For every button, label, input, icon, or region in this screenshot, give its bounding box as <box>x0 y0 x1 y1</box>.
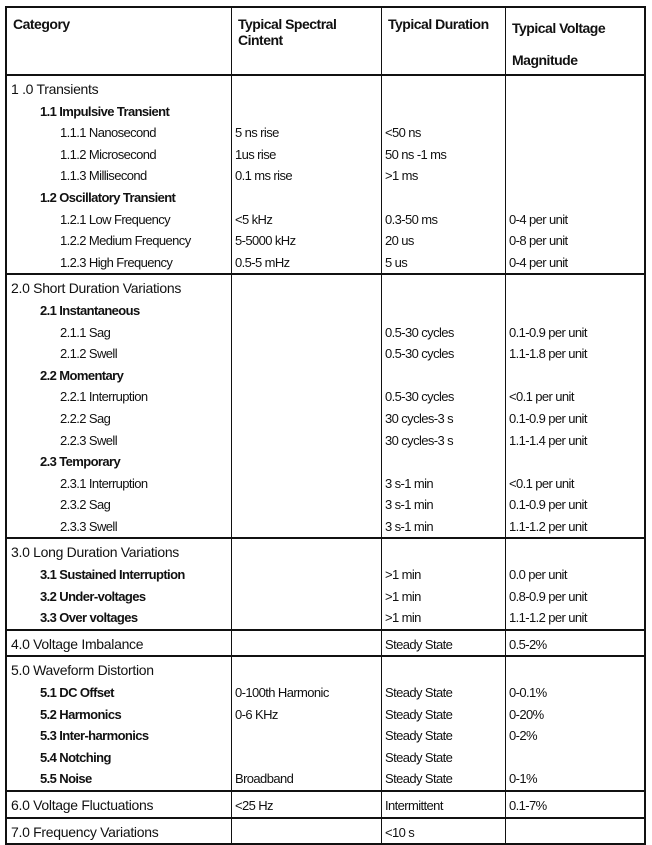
spacer <box>232 79 381 101</box>
magnitude-value <box>506 187 644 209</box>
spectral-value <box>232 187 381 209</box>
magnitude-value: 0.5-2% <box>509 636 547 652</box>
magnitude-value: 1.1-1.8 per unit <box>509 346 587 362</box>
duration-column <box>382 657 506 790</box>
magnitude-value <box>506 101 644 123</box>
spectral-value: 1us rise <box>235 146 276 162</box>
magnitude-value: 0.1-7% <box>509 798 547 813</box>
magnitude-value: 0-4 per unit <box>509 254 568 270</box>
category-title: 1 .0 Transients <box>11 81 99 97</box>
table-body <box>7 76 644 843</box>
duration-value: Steady State <box>385 706 453 722</box>
header-spectral-content: Typical Spectral Cintent <box>238 16 337 48</box>
spectral-value: 5 ns rise <box>235 125 279 141</box>
spectral-value <box>232 343 381 365</box>
event-label: 2.1.2 Swell <box>60 346 117 362</box>
spectral-value <box>232 300 381 322</box>
duration-value: >1 min <box>385 567 421 583</box>
duration-value: 20 us <box>385 233 414 249</box>
spectral-value <box>232 747 381 769</box>
duration-value: Steady State <box>385 728 453 744</box>
duration-value: Intermittent <box>385 798 443 813</box>
spacer <box>506 79 644 101</box>
duration-value: >1 min <box>385 588 421 604</box>
header-voltage-line2: Magnitude <box>512 52 578 68</box>
subcategory-label: 3.3 Over voltages <box>40 610 138 626</box>
spectral-value <box>232 430 381 452</box>
duration-value: 0.5-30 cycles <box>385 389 454 405</box>
subcategory-label: 5.4 Notching <box>40 749 111 765</box>
duration-value: 5 us <box>385 254 408 270</box>
spectral-value: <25 Hz <box>235 798 273 813</box>
duration-column <box>382 792 506 817</box>
duration-value: Steady State <box>385 749 453 765</box>
category-column <box>7 275 232 537</box>
duration-column <box>382 631 506 656</box>
duration-value: Steady State <box>385 636 453 652</box>
duration-value: >1 ms <box>385 168 418 184</box>
event-label: 1.2.3 High Frequency <box>60 254 173 270</box>
event-label: 1.1.1 Nanosecond <box>60 125 156 141</box>
category-group <box>7 657 644 792</box>
event-label: 1.2.1 Low Frequency <box>60 211 171 227</box>
power-quality-table <box>5 6 646 845</box>
table-header <box>7 8 644 76</box>
spectral-value <box>232 451 381 473</box>
subcategory-label: 2.3 Temporary <box>40 454 121 470</box>
spectral-value: 0.5-5 mHz <box>235 254 290 270</box>
duration-value: <10 s <box>385 824 415 840</box>
duration-value: 3 s-1 min <box>385 475 434 491</box>
category-title: 3.0 Long Duration Variations <box>11 544 180 561</box>
event-label: 1.2.2 Medium Frequency <box>60 233 191 249</box>
category-column <box>7 819 232 844</box>
spacer <box>232 660 381 682</box>
magnitude-column <box>506 275 644 537</box>
magnitude-column <box>506 76 644 273</box>
magnitude-value: 0.1-0.9 per unit <box>509 410 587 426</box>
spectral-column <box>232 539 382 628</box>
duration-value: 0.5-30 cycles <box>385 324 454 340</box>
spectral-value <box>232 634 381 656</box>
duration-value: Steady State <box>385 771 453 787</box>
spacer <box>506 542 644 564</box>
category-column <box>7 539 232 628</box>
magnitude-value: 0.1-0.9 per unit <box>509 324 587 340</box>
duration-value: 0.5-30 cycles <box>385 346 454 362</box>
spacer <box>232 278 381 300</box>
subcategory-label: 5.5 Noise <box>40 771 92 787</box>
duration-value: >1 min <box>385 610 421 626</box>
magnitude-value <box>506 365 644 387</box>
subcategory-label: 2.2 Momentary <box>40 367 124 383</box>
magnitude-column <box>506 631 644 656</box>
spectral-value <box>232 607 381 629</box>
magnitude-value <box>506 165 644 187</box>
magnitude-column <box>506 792 644 817</box>
magnitude-value: 1.1-1.2 per unit <box>509 518 587 534</box>
subcategory-label: 5.2 Harmonics <box>40 706 122 722</box>
magnitude-value <box>506 747 644 769</box>
magnitude-value: 0-8 per unit <box>509 233 568 249</box>
spectral-column <box>232 819 382 844</box>
header-voltage-line1: Typical Voltage <box>512 20 606 36</box>
category-title: 5.0 Waveform Distortion <box>11 662 154 679</box>
magnitude-value: 0.0 per unit <box>509 567 567 583</box>
spectral-column <box>232 275 382 537</box>
category-group <box>7 792 644 819</box>
spectral-value <box>232 494 381 516</box>
event-label: 1.1.3 Millisecond <box>60 168 147 184</box>
subcategory-label: 5.3 Inter-harmonics <box>40 728 149 744</box>
duration-value: 30 cycles-3 s <box>385 432 454 448</box>
duration-value: 50 ns -1 ms <box>385 146 447 162</box>
event-label: 2.1.1 Sag <box>60 324 111 340</box>
magnitude-column <box>506 657 644 790</box>
duration-value: Steady State <box>385 685 453 701</box>
magnitude-value <box>506 451 644 473</box>
event-label: 2.3.3 Swell <box>60 518 117 534</box>
magnitude-value <box>506 300 644 322</box>
magnitude-value <box>506 144 644 166</box>
duration-value: 0.3-50 ms <box>385 211 438 227</box>
category-group <box>7 539 644 630</box>
header-voltage-magnitude <box>506 8 644 84</box>
header-category: Category <box>13 16 70 32</box>
subcategory-label: 2.1 Instantaneous <box>40 302 140 318</box>
event-label: 2.2.2 Sag <box>60 410 111 426</box>
spacer <box>382 79 505 101</box>
category-group <box>7 819 644 844</box>
event-label: 2.3.2 Sag <box>60 497 111 513</box>
spectral-value <box>232 365 381 387</box>
magnitude-value: 0-0.1% <box>509 685 547 701</box>
duration-value: 30 cycles-3 s <box>385 410 454 426</box>
magnitude-value: 0-1% <box>509 771 537 787</box>
category-title: 7.0 Frequency Variations <box>11 823 159 840</box>
magnitude-column <box>506 539 644 628</box>
magnitude-value: 0-4 per unit <box>509 211 568 227</box>
category-title: 2.0 Short Duration Variations <box>11 280 182 297</box>
spectral-value <box>232 725 381 747</box>
duration-value <box>382 300 505 322</box>
spectral-value: <5 kHz <box>235 211 273 227</box>
magnitude-value: 1.1-1.4 per unit <box>509 432 587 448</box>
subcategory-label: 3.2 Under-voltages <box>40 588 146 604</box>
spectral-column <box>232 76 382 273</box>
spacer <box>382 542 505 564</box>
category-column <box>7 76 232 273</box>
category-group <box>7 275 644 539</box>
event-label: 1.1.2 Microsecond <box>60 146 157 162</box>
event-label: 2.3.1 Interruption <box>60 475 148 491</box>
subcategory-label: 5.1 DC Offset <box>40 685 114 701</box>
duration-value: 3 s-1 min <box>385 518 434 534</box>
spectral-value <box>232 322 381 344</box>
magnitude-value: 0.8-0.9 per unit <box>509 588 587 604</box>
spectral-value: 0-6 KHz <box>235 706 278 722</box>
subcategory-label: 1.1 Impulsive Transient <box>40 103 170 119</box>
spectral-value <box>232 516 381 538</box>
event-label: 2.2.1 Interruption <box>60 389 148 405</box>
category-group <box>7 631 644 658</box>
magnitude-value <box>506 122 644 144</box>
spectral-value <box>232 564 381 586</box>
spectral-value <box>232 408 381 430</box>
header-duration: Typical Duration <box>388 16 489 32</box>
category-column <box>7 792 232 817</box>
duration-value: 3 s-1 min <box>385 497 434 513</box>
spectral-value <box>232 101 381 123</box>
duration-column <box>382 275 506 537</box>
category-column <box>7 631 232 656</box>
magnitude-value: 0.1-0.9 per unit <box>509 497 587 513</box>
spacer <box>382 278 505 300</box>
magnitude-value: 1.1-1.2 per unit <box>509 610 587 626</box>
spectral-column <box>232 657 382 790</box>
category-title: 6.0 Voltage Fluctuations <box>11 797 154 813</box>
category-title: 4.0 Voltage Imbalance <box>11 635 144 652</box>
spectral-column <box>232 631 382 656</box>
magnitude-value <box>506 822 644 844</box>
spectral-value: 0.1 ms rise <box>235 168 292 184</box>
duration-value: <50 ns <box>385 125 421 141</box>
category-column <box>7 657 232 790</box>
magnitude-value: 0-2% <box>509 728 537 744</box>
duration-column <box>382 76 506 273</box>
magnitude-value: 0-20% <box>509 706 544 722</box>
spectral-value: Broadband <box>235 771 294 787</box>
spacer <box>506 660 644 682</box>
spectral-column <box>232 792 382 817</box>
spacer <box>232 542 381 564</box>
duration-column <box>382 819 506 844</box>
spectral-value: 0-100th Harmonic <box>235 685 329 701</box>
spacer <box>506 278 644 300</box>
subcategory-label: 3.1 Sustained Interruption <box>40 567 185 583</box>
duration-value <box>382 451 505 473</box>
spectral-value <box>232 822 381 844</box>
spectral-value: 5-5000 kHz <box>235 233 296 249</box>
duration-value <box>382 187 505 209</box>
spectral-value <box>232 473 381 495</box>
duration-value <box>382 365 505 387</box>
spacer <box>382 660 505 682</box>
magnitude-value: <0.1 per unit <box>509 389 574 405</box>
subcategory-label: 1.2 Oscillatory Transient <box>40 189 176 205</box>
duration-column <box>382 539 506 628</box>
category-group <box>7 76 644 275</box>
duration-value <box>382 101 505 123</box>
magnitude-value: <0.1 per unit <box>509 475 574 491</box>
spectral-value <box>232 586 381 608</box>
spectral-value <box>232 386 381 408</box>
event-label: 2.2.3 Swell <box>60 432 117 448</box>
magnitude-column <box>506 819 644 844</box>
